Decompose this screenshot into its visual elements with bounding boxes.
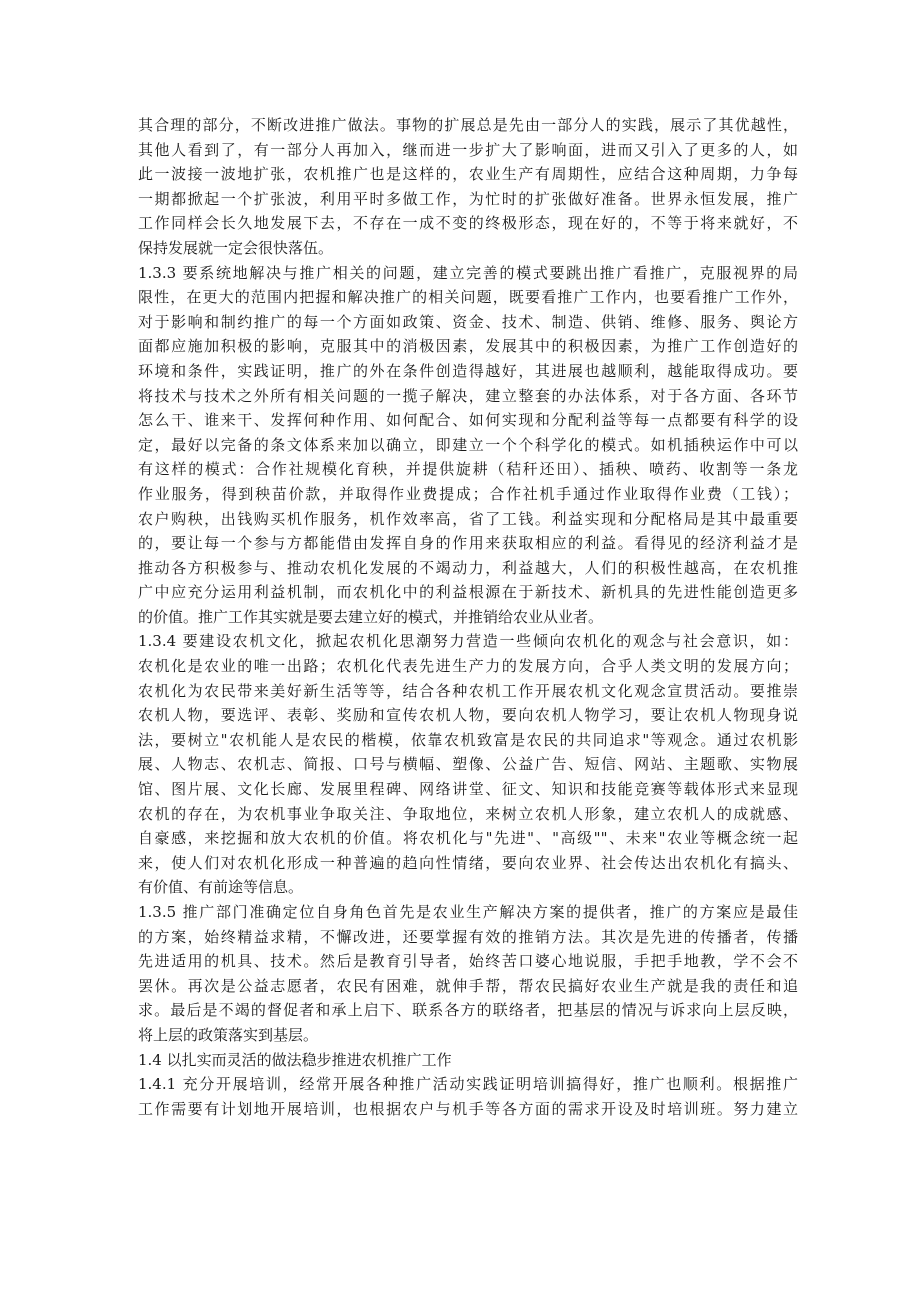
text-line: 此一波接一波地扩张，农机推广也是这样的，农业生产有周期性，应结合这种周期，力争每 [138,165,798,184]
text-line: 对于影响和制约推广的每一个方面如政策、资金、技术、制造、供销、维修、服务、舆论方 [138,312,798,331]
text-line: 工作需要有计划地开展培训，也根据农户与机手等各方面的需求开设及时培训班。努力建立 [138,1099,798,1118]
text-line: 来，使人们对农机化形成一种普遍的趋向性情绪，要向农业界、社会传达出农机化有搞头、 [138,853,798,872]
text-line: 的价值。推广工作其实就是要去建立好的模式，并推销给农业从业者。 [138,607,604,626]
text-line: 馆、图片展、文化长廊、发展里程碑、网络讲堂、征文、知识和技能竞赛等载体形式来显现 [138,780,798,799]
text-line: 求。最后是不竭的督促者和承上启下、联系各方的联络者，把基层的情况与诉求向上层反映， [138,1001,798,1020]
text-line: 一期都掀起一个扩张波，利用平时多做工作，为忙时的扩张做好准备。世界永恒发展，推广 [138,189,798,208]
text-line: 工作同样会长久地发展下去，不存在一成不变的终极形态，现在好的，不等于将来就好，不 [138,214,798,233]
text-line: 的，要让每一个参与方都能借由发挥自身的作用来获取相应的利益。看得见的经济利益才是 [138,534,798,553]
text-line: 自豪感，来挖掘和放大农机的价值。将农机化与"先进"、"高级""、未来"农业等概念统一起 [138,829,798,848]
text-line: 农机人物，要选评、表彰、奖励和宣传农机人物，要向农机人物学习，要让农机人物现身说 [138,706,798,725]
text-line: 农机的存在，为农机事业争取关注、争取地位，来树立农机人形象，建立农机人的成就感、 [138,804,798,823]
text-line: 先进适用的机具、技术。然后是教育引导者，始终苦口婆心地说服，手把手地教，学不会不 [138,952,798,971]
text-line: 罢休。再次是公益志愿者，农民有困难，就伸手帮，帮农民搞好农业生产就是我的责任和追 [138,976,798,995]
text-line: 有这样的模式：合作社规模化育秧，并提供旋耕（秸秆还田）、插秧、喷药、收割等一条龙 [138,460,798,479]
text-line: 农户购秧，出钱购买机作服务，机作效率高，省了工钱。利益实现和分配格局是其中最重要 [138,509,798,528]
text-line: 推动各方积极参与、推动农机化发展的不竭动力，利益越大，人们的积极性越高，在农机推 [138,558,798,577]
text-line: 有价值、有前途等信息。 [138,878,304,897]
text-line: 面都应施加积极的影响，克服其中的消极因素，发展其中的积极因素，为推广工作创造好的 [138,337,798,356]
text-line: 其合理的部分，不断改进推广做法。事物的扩展总是先由一部分人的实践，展示了其优越性， [138,116,798,134]
text-line: 广中应充分运用利益机制，而农机化中的利益根源在于新技术、新机具的先进性能创造更多 [138,583,798,602]
text-line: 将技术与技术之外所有相关问题的一揽子解决，建立整套的办法体系，对于各方面、各环节 [138,386,798,405]
text-line: 作业服务，得到秧苗价款，并取得作业费提成；合作社机手通过作业取得作业费（工钱）； [138,484,798,503]
text-line: 将上层的政策落实到基层。 [138,1025,319,1044]
text-line: 农机化是农业的唯一出路；农机化代表先进生产力的发展方向，合乎人类文明的发展方向； [138,657,798,676]
text-line: 的方案，始终精益求精，不懈改进，还要掌握有效的推销方法。其次是先进的传播者，传播 [138,927,798,946]
text-line: 环境和条件，实践证明，推广的外在条件创造得越好，其进展也越顺利，越能取得成功。要 [138,361,798,380]
text-line: 保持发展就一定会很快落伍。 [138,238,334,257]
text-line: 1.3.4 要建设农机文化，掀起农机化思潮努力营造一些倾向农机化的观念与社会意识，如： [138,632,798,651]
text-line: 展、人物志、农机志、简报、口号与横幅、塑像、公益广告、短信、网站、主题歌、实物展 [138,755,798,774]
document-body [138,113,798,1121]
text-line: 1.3.3 要系统地解决与推广相关的问题，建立完善的模式要跳出推广看推广，克服视界的局 [138,263,798,282]
text-line: 农机化为农民带来美好新生活等等，结合各种农机工作开展农机文化观念宣贯活动。要推崇 [138,681,798,700]
text-line: 1.4.1 充分开展培训，经常开展各种推广活动实践证明培训搞得好，推广也顺利。根据推广 [138,1075,798,1094]
text-line: 怎么干、谁来干、发挥何种作用、如何配合、如何实现和分配利益等每一点都要有科学的设 [138,411,798,430]
text-line: 1.4 以扎实而灵活的做法稳步推进农机推广工作 [138,1050,452,1069]
text-line: 1.3.5 推广部门准确定位自身角色首先是农业生产解决方案的提供者，推广的方案应是最佳 [138,903,798,921]
text-line: 其他人看到了，有一部分人再加入，继而进一步扩大了影响面，进而又引入了更多的人，如 [138,140,798,159]
text-line: 法，要树立"农机能人是农民的楷模，依靠农机致富是农民的共同追求"等观念。通过农机影 [138,730,798,749]
text-line: 定，最好以完备的条文体系来加以确立，即建立一个个科学化的模式。如机插秧运作中可以 [138,435,798,454]
text-line: 限性，在更大的范围内把握和解决推广的相关问题，既要看推广工作内，也要看推广工作外， [138,288,798,307]
